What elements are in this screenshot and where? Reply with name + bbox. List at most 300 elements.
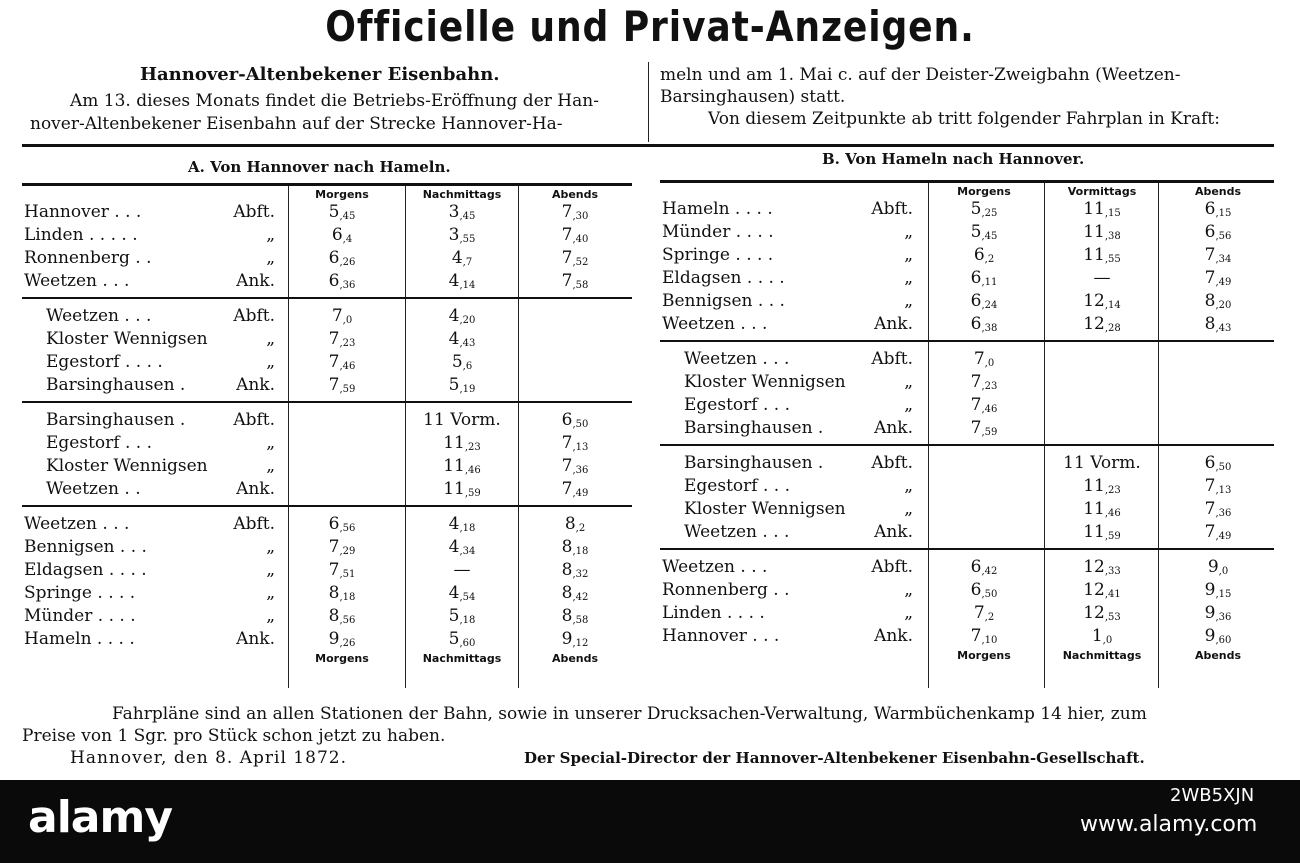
time-hour: 12 bbox=[1083, 314, 1105, 334]
time-hour: 11 bbox=[1083, 522, 1105, 542]
time-hour: 11 bbox=[1083, 199, 1105, 219]
station-name: Linden . . . . bbox=[662, 603, 765, 623]
arrival-departure-mark: „ bbox=[266, 225, 275, 245]
table-a-title: A. Von Hannover nach Hameln. bbox=[188, 158, 451, 176]
time-hour: 4 bbox=[448, 514, 460, 534]
station-name: Hannover . . . bbox=[24, 202, 142, 222]
arrival-departure-mark: Ank. bbox=[236, 629, 275, 649]
arrival-departure-mark: Abft. bbox=[233, 306, 275, 326]
time-minute: ,29 bbox=[339, 546, 356, 557]
arrival-departure-mark: „ bbox=[904, 395, 913, 415]
time-hour: 7 bbox=[561, 202, 573, 222]
time-hour: 9 bbox=[1204, 580, 1216, 600]
watermark-url: www.alamy.com bbox=[1080, 812, 1258, 837]
arrival-departure-mark: Ank. bbox=[236, 479, 275, 499]
time-hour: 7 bbox=[328, 560, 340, 580]
alamy-logo: alamy bbox=[28, 792, 172, 843]
time-minute: ,49 bbox=[572, 488, 589, 499]
time-minute: ,56 bbox=[339, 523, 356, 534]
time-hour: 7 bbox=[1204, 268, 1216, 288]
time-minute: ,32 bbox=[572, 569, 589, 580]
time-minute: ,14 bbox=[459, 280, 476, 291]
railway-heading: Hannover-Altenbekener Eisenbahn. bbox=[140, 64, 500, 85]
time-hour: 4 bbox=[448, 329, 460, 349]
time-hour: — bbox=[453, 560, 471, 580]
image-id: 2WB5XJN bbox=[1170, 785, 1255, 806]
time-cell bbox=[1168, 625, 1268, 652]
time-minute: ,19 bbox=[459, 384, 476, 395]
table-row bbox=[0, 348, 1300, 371]
time-hour: 12 bbox=[1083, 291, 1105, 311]
time-hour: 11 bbox=[443, 456, 465, 476]
arrival-departure-mark: „ bbox=[266, 352, 275, 372]
time-hour: 7 bbox=[328, 375, 340, 395]
time-minute: ,43 bbox=[1215, 323, 1232, 334]
arrival-departure-mark: „ bbox=[266, 606, 275, 626]
table-row bbox=[0, 556, 1300, 579]
table_a-col-head: Nachmittags bbox=[422, 188, 502, 201]
station-name: Weetzen . . . bbox=[46, 306, 152, 326]
station-name: Springe . . . . bbox=[24, 583, 136, 603]
time-minute: ,56 bbox=[1215, 231, 1232, 242]
time-hour: 8 bbox=[1204, 314, 1216, 334]
time-hour: 8 bbox=[1204, 291, 1216, 311]
time-hour: 11 Vorm. bbox=[1063, 453, 1141, 473]
time-hour: 8 bbox=[328, 583, 340, 603]
time-hour: — bbox=[1093, 268, 1111, 288]
time-cell bbox=[1052, 267, 1152, 290]
station-name: Egestorf . . . bbox=[46, 433, 152, 453]
time-hour: 8 bbox=[564, 514, 576, 534]
time-minute: ,60 bbox=[459, 638, 476, 649]
arrival-departure-mark: Ank. bbox=[236, 375, 275, 395]
time-cell bbox=[1052, 452, 1152, 475]
column-divider bbox=[648, 62, 649, 142]
arrival-departure-mark: „ bbox=[266, 537, 275, 557]
station-name: Münder . . . . bbox=[662, 222, 774, 242]
time-hour: 11 bbox=[1083, 499, 1105, 519]
time-cell bbox=[1052, 625, 1152, 652]
time-minute: ,60 bbox=[1215, 635, 1232, 646]
time-hour: 7 bbox=[973, 603, 985, 623]
station-name: Kloster Wennigsen bbox=[684, 372, 846, 392]
table-row bbox=[0, 521, 1300, 544]
station-name: Barsinghausen . bbox=[46, 375, 186, 395]
time-minute: ,49 bbox=[1215, 531, 1232, 542]
time-minute: ,0 bbox=[342, 315, 353, 326]
arrival-departure-mark: „ bbox=[266, 583, 275, 603]
time-cell bbox=[1168, 313, 1268, 340]
time-minute: ,55 bbox=[1104, 254, 1121, 265]
time-minute: ,54 bbox=[459, 592, 476, 603]
time-hour: 7 bbox=[973, 349, 985, 369]
time-hour: 6 bbox=[970, 557, 982, 577]
time-minute: ,36 bbox=[1215, 612, 1232, 623]
time-minute: ,46 bbox=[339, 361, 356, 372]
arrival-departure-mark: „ bbox=[904, 222, 913, 242]
time-minute: ,49 bbox=[1215, 277, 1232, 288]
time-hour: 9 bbox=[561, 629, 573, 649]
time-minute: ,10 bbox=[981, 635, 998, 646]
time-hour: 7 bbox=[970, 418, 982, 438]
time-minute: ,28 bbox=[1104, 323, 1121, 334]
time-hour: 5 bbox=[448, 629, 460, 649]
time-hour: 4 bbox=[451, 248, 463, 268]
table-row bbox=[0, 371, 1300, 394]
time-hour: 7 bbox=[561, 225, 573, 245]
intro-right-line-3: Von diesem Zeitpunkte ab tritt folgender Fahrplan in Kraft: bbox=[708, 109, 1220, 129]
station-name: Hameln . . . . bbox=[662, 199, 773, 219]
time-minute: ,18 bbox=[459, 615, 476, 626]
time-minute: ,38 bbox=[981, 323, 998, 334]
time-minute: ,52 bbox=[572, 257, 589, 268]
time-minute: ,40 bbox=[572, 234, 589, 245]
time-minute: ,50 bbox=[981, 589, 998, 600]
time-hour: 7 bbox=[1204, 245, 1216, 265]
time-minute: ,20 bbox=[1215, 300, 1232, 311]
time-hour: 11 bbox=[1083, 222, 1105, 242]
time-minute: ,18 bbox=[572, 546, 589, 557]
time-minute: ,51 bbox=[339, 569, 356, 580]
time-minute: ,11 bbox=[981, 277, 998, 288]
signature: Der Special-Director der Hannover-Altenbekener Eisenbahn-Gesellschaft. bbox=[524, 749, 1145, 767]
time-hour: 8 bbox=[561, 606, 573, 626]
header-rule bbox=[22, 144, 1274, 147]
time-minute: ,15 bbox=[1215, 589, 1232, 600]
time-hour: 6 bbox=[331, 225, 343, 245]
arrival-departure-mark: „ bbox=[266, 560, 275, 580]
time-minute: ,42 bbox=[572, 592, 589, 603]
time-hour: 4 bbox=[448, 583, 460, 603]
time-hour: 12 bbox=[1083, 580, 1105, 600]
time-hour: 6 bbox=[328, 271, 340, 291]
time-minute: ,20 bbox=[459, 315, 476, 326]
arrival-departure-mark: Ank. bbox=[874, 522, 913, 542]
time-hour: 7 bbox=[561, 248, 573, 268]
time-hour: 9 bbox=[1204, 603, 1216, 623]
time-minute: ,50 bbox=[572, 419, 589, 430]
table-row bbox=[0, 452, 1300, 475]
time-hour: 6 bbox=[973, 245, 985, 265]
table_a-col-foot: Abends bbox=[551, 652, 599, 665]
arrival-departure-mark: Abft. bbox=[871, 199, 913, 219]
table-row bbox=[0, 417, 1300, 440]
station-name: Barsinghausen . bbox=[684, 418, 824, 438]
time-minute: ,46 bbox=[981, 404, 998, 415]
time-hour: 7 bbox=[970, 626, 982, 646]
table-row bbox=[0, 244, 1300, 267]
table_b-col-head: Abends bbox=[1194, 185, 1242, 198]
time-hour: 7 bbox=[561, 456, 573, 476]
arrival-departure-mark: Abft. bbox=[233, 202, 275, 222]
table-row bbox=[0, 579, 1300, 602]
time-minute: ,36 bbox=[1215, 508, 1232, 519]
time-minute: ,41 bbox=[1104, 589, 1121, 600]
time-hour: 6 bbox=[561, 410, 573, 430]
station-name: Springe . . . . bbox=[662, 245, 774, 265]
time-hour: 6 bbox=[970, 314, 982, 334]
time-hour: 4 bbox=[448, 306, 460, 326]
time-minute: ,43 bbox=[459, 338, 476, 349]
time-cell bbox=[934, 313, 1034, 340]
station-name: Bennigsen . . . bbox=[24, 537, 147, 557]
time-minute: ,45 bbox=[981, 231, 998, 242]
time-minute: ,23 bbox=[464, 442, 481, 453]
time-minute: ,58 bbox=[572, 615, 589, 626]
time-minute: ,23 bbox=[339, 338, 356, 349]
table-row bbox=[0, 221, 1300, 244]
table_a-col-head: Morgens bbox=[315, 188, 369, 201]
time-minute: ,6 bbox=[462, 361, 473, 372]
time-minute: ,15 bbox=[1104, 208, 1121, 219]
time-minute: ,34 bbox=[1215, 254, 1232, 265]
table-row bbox=[0, 198, 1300, 221]
arrival-departure-mark: Ank. bbox=[874, 314, 913, 334]
station-name: Hameln . . . . bbox=[24, 629, 135, 649]
table_b-group-rule bbox=[660, 444, 1274, 446]
time-minute: ,23 bbox=[1104, 485, 1121, 496]
time-hour: 11 Vorm. bbox=[423, 410, 501, 430]
station-name: Egestorf . . . . bbox=[46, 352, 163, 372]
arrival-departure-mark: „ bbox=[266, 329, 275, 349]
time-hour: 3 bbox=[448, 225, 460, 245]
station-name: Kloster Wennigsen bbox=[46, 456, 208, 476]
table_b-top-rule bbox=[660, 180, 1274, 183]
station-name: Kloster Wennigsen bbox=[46, 329, 208, 349]
table_a-col-foot: Morgens bbox=[315, 652, 369, 665]
time-minute: ,0 bbox=[1218, 566, 1229, 577]
time-hour: 4 bbox=[448, 271, 460, 291]
time-hour: 11 bbox=[1083, 245, 1105, 265]
time-hour: 1 bbox=[1091, 626, 1103, 646]
station-name: Münder . . . . bbox=[24, 606, 136, 626]
time-minute: ,36 bbox=[572, 465, 589, 476]
time-minute: ,24 bbox=[981, 300, 998, 311]
station-name: Bennigsen . . . bbox=[662, 291, 785, 311]
arrival-departure-mark: Ank. bbox=[874, 418, 913, 438]
time-minute: ,42 bbox=[981, 566, 998, 577]
arrival-departure-mark: Ank. bbox=[236, 271, 275, 291]
time-minute: ,59 bbox=[981, 427, 998, 438]
time-hour: 12 bbox=[1083, 603, 1105, 623]
time-minute: ,59 bbox=[464, 488, 481, 499]
time-minute: ,30 bbox=[572, 211, 589, 222]
time-minute: ,18 bbox=[459, 523, 476, 534]
time-minute: ,36 bbox=[339, 280, 356, 291]
time-minute: ,4 bbox=[342, 234, 353, 245]
time-hour: 9 bbox=[1204, 626, 1216, 646]
time-hour: 7 bbox=[1204, 476, 1216, 496]
time-hour: 5 bbox=[451, 352, 463, 372]
table_b-col-foot: Nachmittags bbox=[1062, 649, 1142, 662]
time-minute: ,33 bbox=[1104, 566, 1121, 577]
station-name: Weetzen . . bbox=[46, 479, 141, 499]
time-hour: 7 bbox=[561, 271, 573, 291]
arrival-departure-mark: Abft. bbox=[871, 557, 913, 577]
table_b-group-rule bbox=[660, 340, 1274, 342]
time-hour: 5 bbox=[970, 222, 982, 242]
station-name: Ronnenberg . . bbox=[24, 248, 152, 268]
arrival-departure-mark: „ bbox=[266, 248, 275, 268]
time-hour: 6 bbox=[328, 248, 340, 268]
time-minute: ,2 bbox=[984, 612, 995, 623]
arrival-departure-mark: „ bbox=[904, 268, 913, 288]
intro-right-line-2: Barsinghausen) statt. bbox=[660, 87, 846, 107]
arrival-departure-mark: „ bbox=[904, 291, 913, 311]
table-row bbox=[0, 498, 1300, 521]
arrival-departure-mark: Abft. bbox=[233, 410, 275, 430]
arrival-departure-mark: „ bbox=[904, 580, 913, 600]
time-minute: ,45 bbox=[339, 211, 356, 222]
time-hour: 5 bbox=[970, 199, 982, 219]
station-name: Weetzen . . . bbox=[684, 522, 790, 542]
time-cell bbox=[1052, 521, 1152, 548]
arrival-departure-mark: Abft. bbox=[871, 453, 913, 473]
time-hour: 6 bbox=[1204, 199, 1216, 219]
station-name: Kloster Wennigsen bbox=[684, 499, 846, 519]
time-hour: 7 bbox=[561, 433, 573, 453]
time-hour: 8 bbox=[561, 583, 573, 603]
time-minute: ,7 bbox=[462, 257, 473, 268]
table_b-col-foot: Abends bbox=[1194, 649, 1242, 662]
footer-line-2: Preise von 1 Sgr. pro Stück schon jetzt zu haben. bbox=[22, 726, 446, 746]
time-minute: ,56 bbox=[339, 615, 356, 626]
table-row bbox=[0, 602, 1300, 625]
station-name: Eldagsen . . . . bbox=[662, 268, 785, 288]
time-hour: 5 bbox=[448, 375, 460, 395]
station-name: Weetzen . . . bbox=[24, 271, 130, 291]
time-minute: ,46 bbox=[464, 465, 481, 476]
table-row bbox=[0, 313, 1300, 336]
time-hour: 6 bbox=[970, 580, 982, 600]
time-hour: 7 bbox=[970, 372, 982, 392]
table-row bbox=[0, 267, 1300, 290]
table-row bbox=[0, 625, 1300, 648]
time-hour: 11 bbox=[443, 433, 465, 453]
time-hour: 4 bbox=[448, 537, 460, 557]
station-name: Barsinghausen . bbox=[46, 410, 186, 430]
time-hour: 5 bbox=[448, 606, 460, 626]
time-hour: 12 bbox=[1083, 557, 1105, 577]
time-hour: 6 bbox=[1204, 453, 1216, 473]
table-b-title: B. Von Hameln nach Hannover. bbox=[822, 150, 1085, 168]
station-name: Eldagsen . . . . bbox=[24, 560, 147, 580]
table-row bbox=[0, 475, 1300, 498]
arrival-departure-mark: Ank. bbox=[874, 626, 913, 646]
time-hour: 7 bbox=[328, 537, 340, 557]
station-name: Hannover . . . bbox=[662, 626, 780, 646]
time-minute: ,26 bbox=[339, 257, 356, 268]
table_b-col-head: Vormittags bbox=[1067, 185, 1137, 198]
table-row bbox=[0, 290, 1300, 313]
time-hour: 8 bbox=[328, 606, 340, 626]
arrival-departure-mark: Abft. bbox=[871, 349, 913, 369]
time-minute: ,34 bbox=[459, 546, 476, 557]
table_b-group-rule bbox=[660, 548, 1274, 550]
time-minute: ,46 bbox=[1104, 508, 1121, 519]
time-hour: 3 bbox=[448, 202, 460, 222]
table_b-col-foot: Morgens bbox=[957, 649, 1011, 662]
time-hour: 7 bbox=[561, 479, 573, 499]
time-hour: 11 bbox=[443, 479, 465, 499]
time-minute: ,23 bbox=[981, 381, 998, 392]
time-minute: ,38 bbox=[1104, 231, 1121, 242]
time-minute: ,50 bbox=[1215, 462, 1232, 473]
time-cell bbox=[1168, 521, 1268, 548]
time-hour: 7 bbox=[1204, 499, 1216, 519]
time-cell bbox=[934, 417, 1034, 444]
arrival-departure-mark: „ bbox=[904, 499, 913, 519]
time-minute: ,2 bbox=[984, 254, 995, 265]
arrival-departure-mark: Abft. bbox=[233, 514, 275, 534]
time-cell bbox=[934, 625, 1034, 652]
time-hour: 9 bbox=[1207, 557, 1219, 577]
station-name: Egestorf . . . bbox=[684, 395, 790, 415]
time-minute: ,13 bbox=[572, 442, 589, 453]
time-minute: ,25 bbox=[981, 208, 998, 219]
time-hour: 6 bbox=[1204, 222, 1216, 242]
intro-left-line-2: nover-Altenbekener Eisenbahn auf der Strecke Hannover-Ha- bbox=[30, 114, 563, 134]
time-minute: ,2 bbox=[575, 523, 586, 534]
station-name: Weetzen . . . bbox=[24, 514, 130, 534]
time-hour: 7 bbox=[328, 329, 340, 349]
time-hour: 5 bbox=[328, 202, 340, 222]
time-minute: ,58 bbox=[572, 280, 589, 291]
time-hour: 7 bbox=[331, 306, 343, 326]
table_a-col-foot: Nachmittags bbox=[422, 652, 502, 665]
arrival-departure-mark: „ bbox=[904, 603, 913, 623]
time-cell bbox=[1052, 313, 1152, 340]
intro-right-line-1: meln und am 1. Mai c. auf der Deister-Zweigbahn (Weetzen- bbox=[660, 65, 1181, 85]
time-hour: 7 bbox=[328, 352, 340, 372]
arrival-departure-mark: „ bbox=[266, 433, 275, 453]
time-hour: 7 bbox=[1204, 522, 1216, 542]
station-name: Barsinghausen . bbox=[684, 453, 824, 473]
arrival-departure-mark: „ bbox=[904, 245, 913, 265]
time-minute: ,0 bbox=[984, 358, 995, 369]
table-row bbox=[0, 394, 1300, 417]
time-hour: 8 bbox=[561, 560, 573, 580]
time-minute: ,53 bbox=[1104, 612, 1121, 623]
time-minute: ,15 bbox=[1215, 208, 1232, 219]
time-hour: 8 bbox=[561, 537, 573, 557]
time-minute: ,45 bbox=[459, 211, 476, 222]
time-hour: 7 bbox=[970, 395, 982, 415]
time-minute: ,14 bbox=[1104, 300, 1121, 311]
arrival-departure-mark: „ bbox=[266, 456, 275, 476]
time-minute: ,12 bbox=[572, 638, 589, 649]
intro-left-line-1: Am 13. dieses Monats findet die Betriebs-Eröffnung der Han- bbox=[70, 91, 599, 111]
station-name: Weetzen . . . bbox=[662, 557, 768, 577]
table_a-top-rule bbox=[22, 183, 632, 186]
time-minute: ,13 bbox=[1215, 485, 1232, 496]
station-name: Weetzen . . . bbox=[684, 349, 790, 369]
time-minute: ,55 bbox=[459, 234, 476, 245]
time-hour: 11 bbox=[1083, 476, 1105, 496]
time-minute: ,59 bbox=[339, 384, 356, 395]
time-minute: ,59 bbox=[1104, 531, 1121, 542]
arrival-departure-mark: „ bbox=[904, 476, 913, 496]
table_b-col-head: Morgens bbox=[957, 185, 1011, 198]
station-name: Linden . . . . . bbox=[24, 225, 138, 245]
table_a-col-head: Abends bbox=[551, 188, 599, 201]
station-name: Weetzen . . . bbox=[662, 314, 768, 334]
footer-line-1: Fahrpläne sind an allen Stationen der Bahn, sowie in unserer Drucksachen-Verwaltung, Warmbüchenkamp 14 hier, zum bbox=[112, 704, 1147, 724]
time-hour: 6 bbox=[970, 268, 982, 288]
place-date: Hannover, den 8. April 1872. bbox=[70, 748, 347, 768]
time-minute: ,18 bbox=[339, 592, 356, 603]
time-minute: ,0 bbox=[1102, 635, 1113, 646]
